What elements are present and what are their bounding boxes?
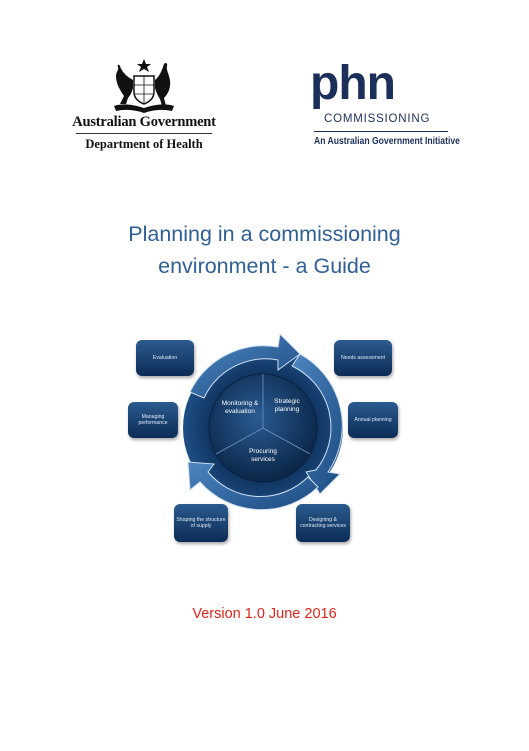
monitoring-evaluation-label: Monitoring & evaluation [221,400,259,415]
title-line-2: environment - a Guide [158,254,371,278]
version-label: Version 1.0 June 2016 [192,606,337,622]
shaping-supply-box: Shaping the structure of supply [174,504,228,542]
department-name: Department of Health [85,137,203,151]
coat-of-arms-icon [106,58,182,114]
phn-tagline: An Australian Government Initiative [314,136,460,147]
strategic-planning-label: Strategic planning [274,398,300,413]
australian-government-logo [70,58,218,154]
phn-commissioning-logo [300,57,460,156]
divider [76,133,212,134]
government-name: Australian Government [72,114,216,130]
managing-performance-box: Managing performance [128,402,178,438]
phn-wordmark: phn [310,57,395,110]
needs-assessment-box: Needs assessment [334,340,392,376]
procuring-services-label: Procuring services [249,448,277,463]
designing-contracting-box: Designing & contracting services [296,504,350,542]
annual-planning-box: Annual planning [348,402,398,438]
evaluation-box: Evaluation [136,340,194,376]
phn-subtitle: COMMISSIONING [324,113,431,125]
commissioning-cycle-diagram [128,322,398,546]
divider [314,131,448,132]
title-line-1: Planning in a commissioning [128,222,401,246]
document-title [40,218,489,282]
